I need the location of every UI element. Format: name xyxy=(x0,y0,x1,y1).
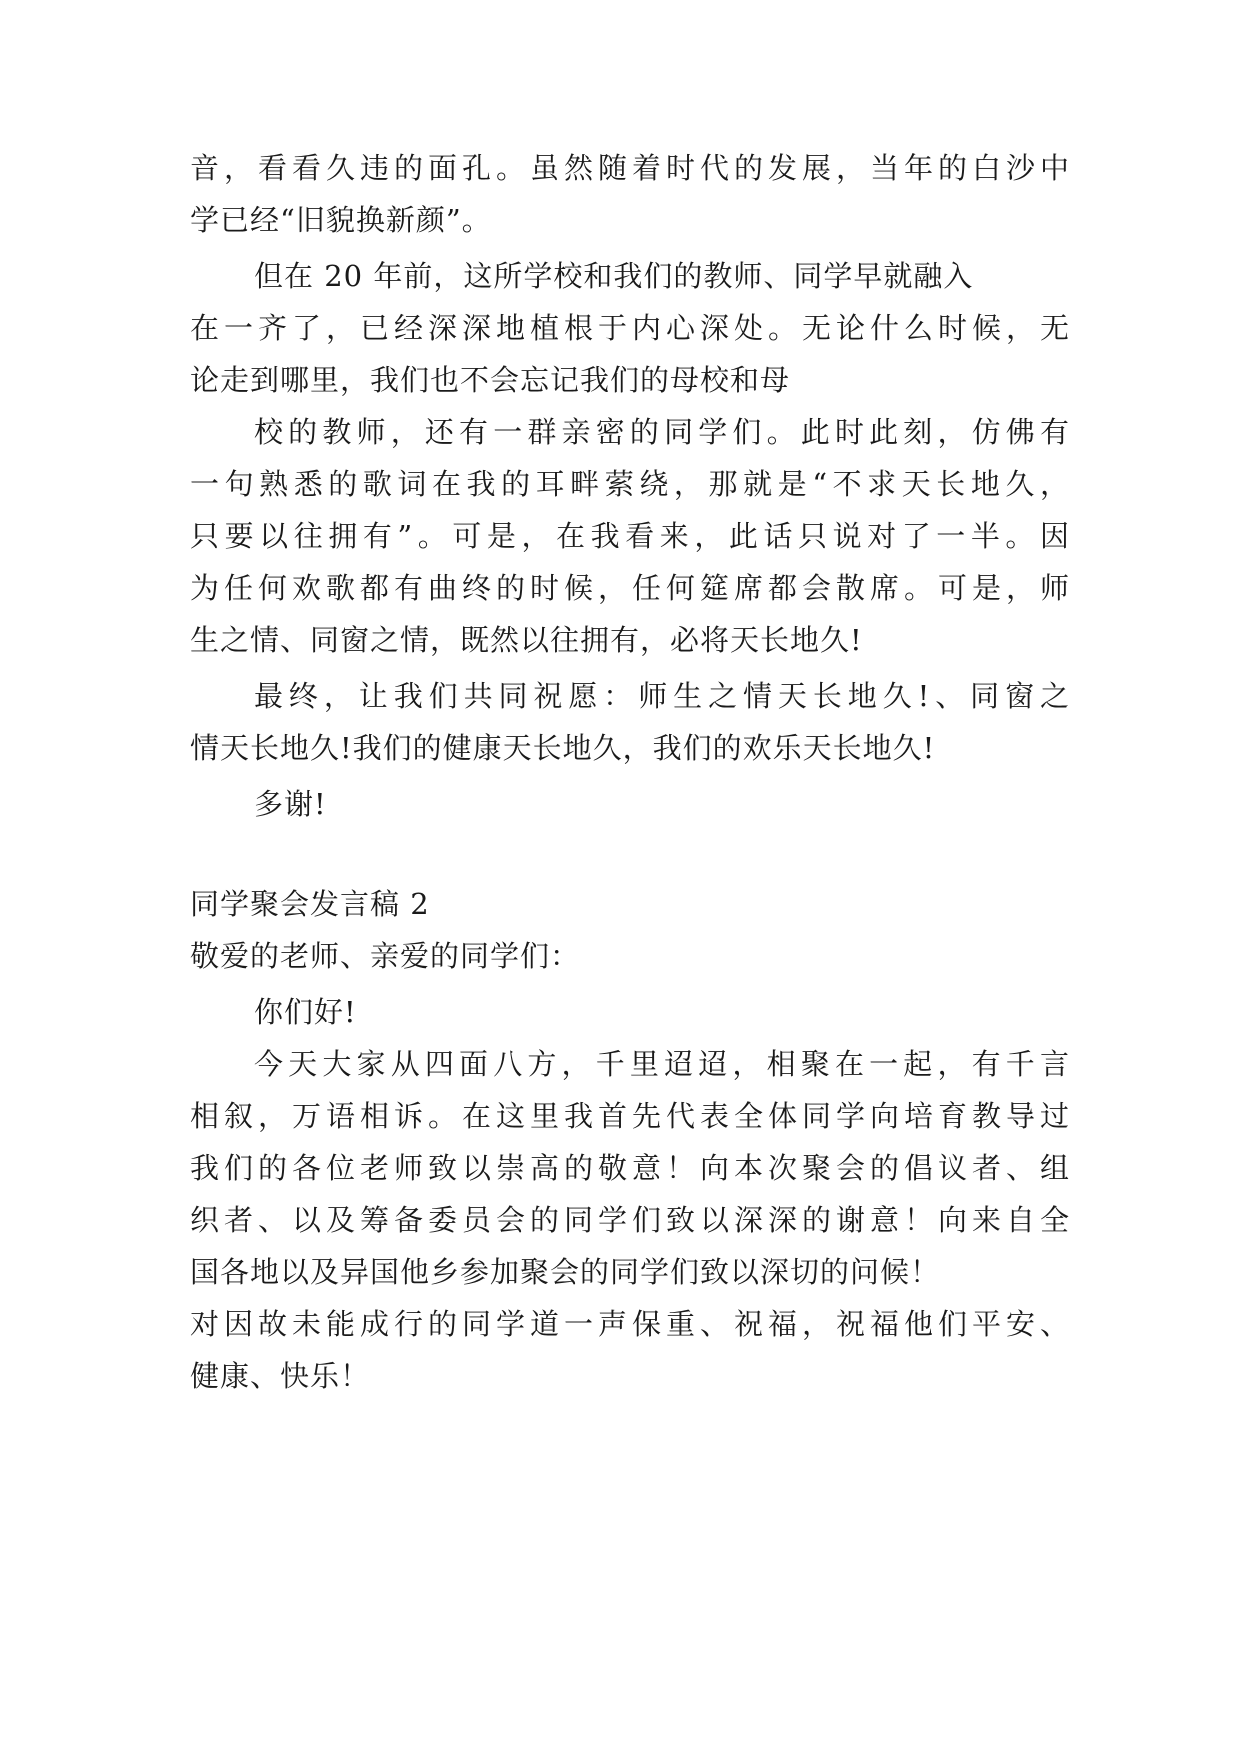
paragraph-line: 今天大家从四面八方，千里迢迢，相聚在一起，有千言 xyxy=(254,1047,1070,1081)
section-title: 同学聚会发言稿 2 xyxy=(190,887,430,921)
paragraph-line: 学已经“旧貌换新颜”。 xyxy=(190,203,492,237)
paragraph-line: 校的教师，还有一群亲密的同学们。此时此刻，仿佛有 xyxy=(254,415,1070,449)
paragraph-line: 最终，让我们共同祝愿：师生之情天长地久!、同窗之 xyxy=(254,679,1070,713)
paragraph-line: 相叙，万语相诉。在这里我首先代表全体同学向培育教导过 xyxy=(190,1099,1070,1133)
paragraph-line: 一句熟悉的歌词在我的耳畔萦绕，那就是“不求天长地久， xyxy=(190,467,1070,501)
paragraph-line: 织者、以及筹备委员会的同学们致以深深的谢意！向来自全 xyxy=(190,1203,1070,1237)
paragraph-line: 多谢! xyxy=(254,787,327,821)
paragraph-line: 为任何欢歌都有曲终的时候，任何筵席都会散席。可是，师 xyxy=(190,571,1070,605)
paragraph-line: 健康、快乐！ xyxy=(190,1359,371,1393)
paragraph-line: 但在 20 年前，这所学校和我们的教师、同学早就融入 xyxy=(254,259,974,293)
paragraph-line: 我们的各位老师致以崇高的敬意！向本次聚会的倡议者、组 xyxy=(190,1151,1070,1185)
paragraph-line: 生之情、同窗之情，既然以往拥有，必将天长地久! xyxy=(190,623,863,657)
paragraph-line: 只要以往拥有”。可是，在我看来，此话只说对了一半。因 xyxy=(190,519,1070,553)
paragraph-line: 国各地以及异国他乡参加聚会的同学们致以深切的问候！ xyxy=(190,1255,941,1289)
paragraph-line: 情天长地久!我们的健康天长地久，我们的欢乐天长地久! xyxy=(190,731,936,765)
paragraph-line: 论走到哪里，我们也不会忘记我们的母校和母 xyxy=(190,363,791,397)
paragraph-line: 在一齐了，已经深深地植根于内心深处。无论什么时候，无 xyxy=(190,311,1070,345)
greeting-line: 敬爱的老师、亲爱的同学们： xyxy=(190,939,581,973)
hello-line: 你们好! xyxy=(254,995,357,1029)
paragraph-line: 对因故未能成行的同学道一声保重、祝福，祝福他们平安、 xyxy=(190,1307,1070,1341)
paragraph-line: 音，看看久违的面孔。虽然随着时代的发展，当年的白沙中 xyxy=(190,151,1070,185)
